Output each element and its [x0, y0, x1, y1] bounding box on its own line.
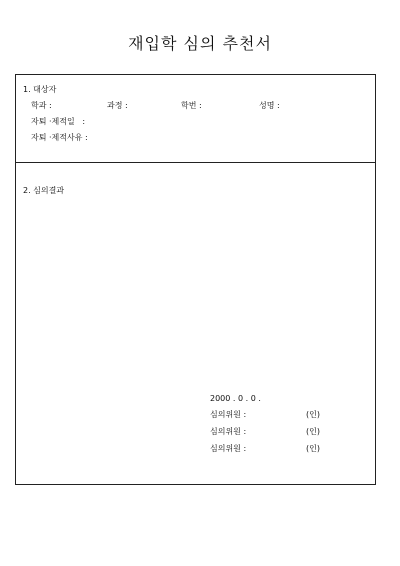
section-heading-result: 2. 심의결과 [23, 186, 65, 195]
student-id-label: 학번 : [181, 101, 202, 110]
form-box [15, 74, 376, 485]
committee-member-label-1: 심의위원 : [210, 410, 247, 419]
withdrawal-reason-label: 자퇴 ·제적사유 : [31, 133, 88, 142]
section-divider [16, 162, 375, 163]
course-label: 과정 : [107, 101, 128, 110]
seal-mark-3: (인) [306, 444, 320, 453]
committee-member-label-2: 심의위원 : [210, 427, 247, 436]
withdrawal-date-label: 자퇴 ·제적일 : [31, 117, 86, 126]
department-label: 학과 : [31, 101, 52, 110]
seal-mark-2: (인) [306, 427, 320, 436]
seal-mark-1: (인) [306, 410, 320, 419]
document-title: 재입학 심의 추천서 [128, 34, 272, 53]
name-label: 성명 : [259, 101, 280, 110]
section-heading-subject: 1. 대상자 [23, 85, 57, 94]
review-date: 2000 . 0 . 0 . [210, 394, 261, 403]
committee-member-label-3: 심의위원 : [210, 444, 247, 453]
